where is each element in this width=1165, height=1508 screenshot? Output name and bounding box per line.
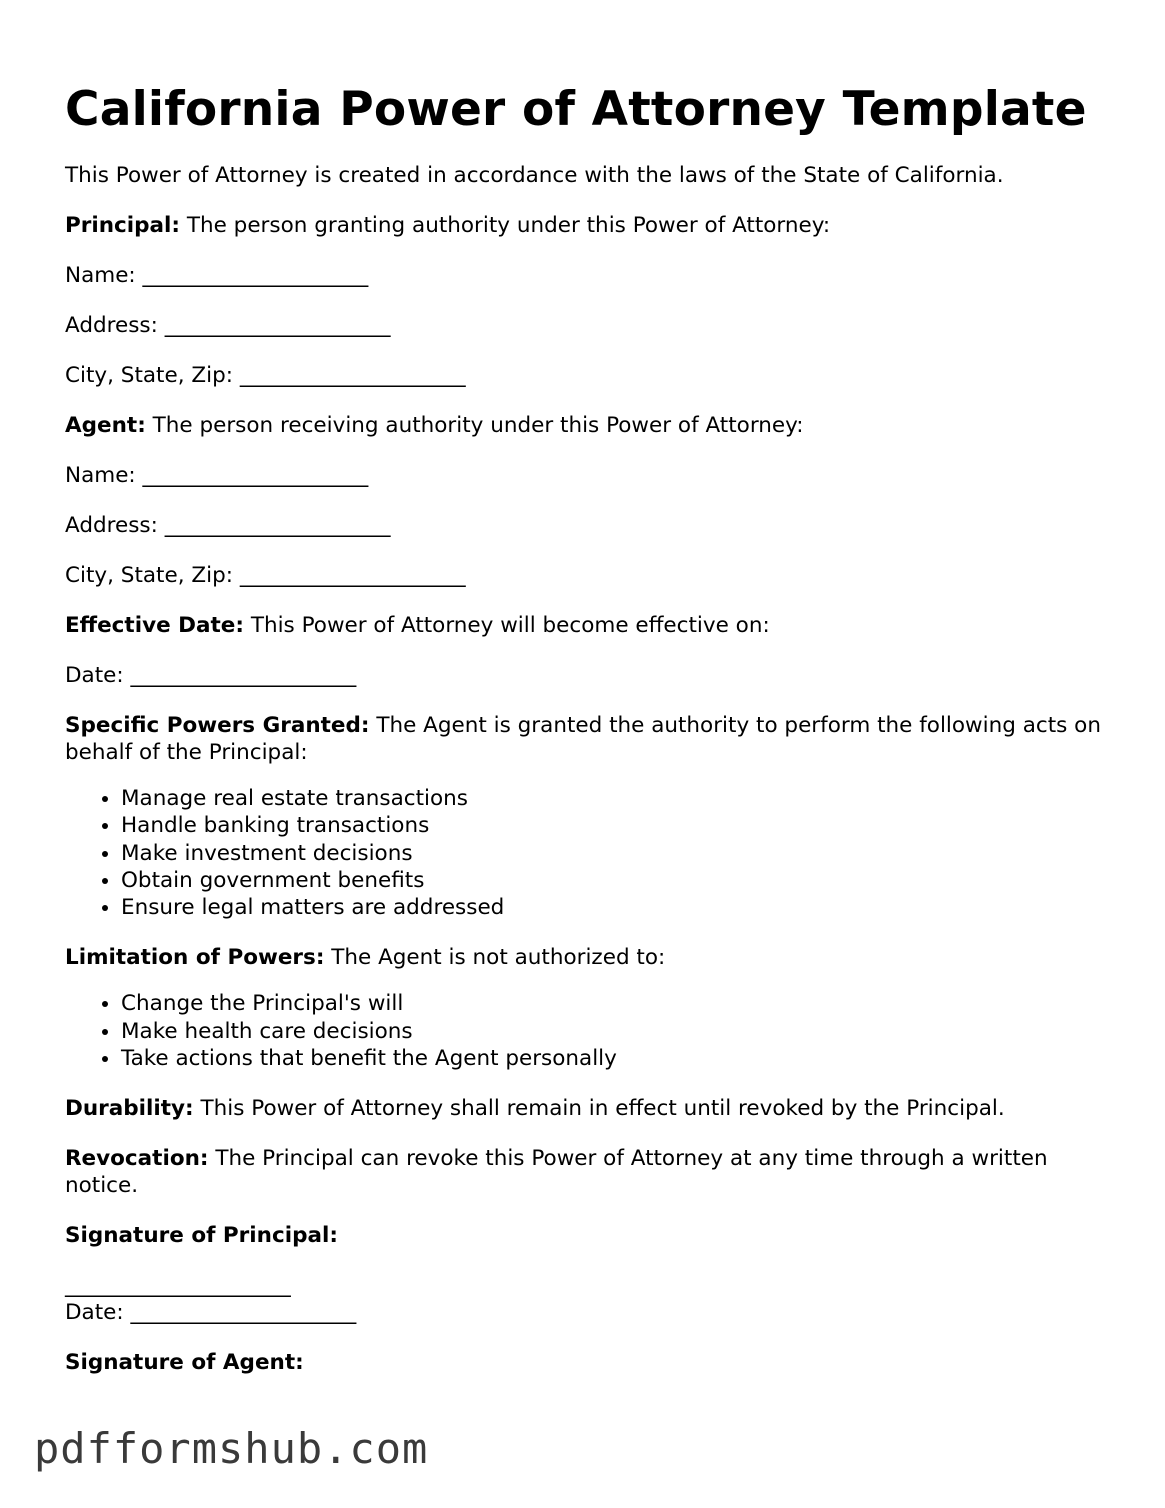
principal-city-field[interactable]: City, State, Zip: _____________________ bbox=[65, 363, 466, 388]
principal-signature-line[interactable]: _____________________ bbox=[65, 1273, 291, 1299]
principal-label: Principal: bbox=[65, 213, 181, 238]
intro-paragraph: This Power of Attorney is created in accordance with the laws of the State of California. bbox=[65, 163, 1004, 188]
list-item: • Make health care decisions bbox=[121, 1018, 1105, 1045]
agent-text: The person receiving authority under this Power of Attorney: bbox=[145, 413, 804, 438]
agent-name-field[interactable]: Name: _____________________ bbox=[65, 463, 369, 488]
limitations-heading bbox=[65, 944, 1105, 971]
principal-name-field[interactable]: Name: _____________________ bbox=[65, 263, 369, 288]
revocation-text: The Principal can revoke this Power of Attorney at any time through a written notice. bbox=[65, 1146, 1048, 1199]
durability-label: Durability: bbox=[65, 1096, 194, 1122]
list-item: • Handle banking transactions bbox=[121, 812, 1105, 839]
effective-date-text: This Power of Attorney will become effective on: bbox=[243, 613, 770, 638]
principal-signature-block bbox=[65, 1222, 1105, 1326]
principal-address-field[interactable]: Address: _____________________ bbox=[65, 313, 391, 338]
powers-heading bbox=[65, 712, 1105, 766]
watermark: pdfformshub.com bbox=[34, 1424, 429, 1473]
agent-label: Agent: bbox=[65, 413, 146, 438]
document-title: California Power of Attorney Template bbox=[65, 82, 1087, 137]
effective-date-label: Effective Date: bbox=[65, 613, 244, 638]
limitations-list bbox=[65, 990, 1105, 1072]
list-item: • Obtain government benefits bbox=[121, 867, 1105, 894]
durability-text: This Power of Attorney shall remain in effect until revoked by the Principal. bbox=[193, 1096, 1005, 1122]
principal-heading bbox=[65, 212, 1105, 239]
agent-address-field[interactable]: Address: _____________________ bbox=[65, 513, 391, 538]
effective-date-heading bbox=[65, 612, 1105, 639]
principal-text: The person granting authority under this Power of Attorney: bbox=[180, 213, 831, 238]
principal-signature-label: Signature of Principal: bbox=[65, 1223, 338, 1249]
effective-date-field[interactable]: Date: _____________________ bbox=[65, 663, 357, 688]
revocation-paragraph bbox=[65, 1145, 1105, 1199]
list-item: • Manage real estate transactions bbox=[121, 785, 1105, 812]
revocation-label: Revocation: bbox=[65, 1146, 209, 1172]
powers-text: The Agent is granted the authority to perform the following acts on behalf of the Principal: bbox=[65, 713, 1101, 765]
list-item: • Ensure legal matters are addressed bbox=[121, 894, 1105, 921]
list-item: • Make investment decisions bbox=[121, 840, 1105, 867]
list-item: • Take actions that benefit the Agent personally bbox=[121, 1045, 1105, 1072]
durability-paragraph bbox=[65, 1095, 1105, 1122]
limitations-label: Limitation of Powers: bbox=[65, 945, 325, 971]
agent-signature-label: Signature of Agent: bbox=[65, 1350, 304, 1376]
agent-heading bbox=[65, 412, 1105, 439]
list-item: • Change the Principal's will bbox=[121, 990, 1105, 1017]
document-page bbox=[65, 78, 1105, 1376]
powers-list bbox=[65, 785, 1105, 921]
agent-signature-heading bbox=[65, 1349, 1105, 1376]
agent-city-field[interactable]: City, State, Zip: _____________________ bbox=[65, 563, 466, 588]
limitations-text: The Agent is not authorized to: bbox=[324, 945, 666, 971]
powers-label: Specific Powers Granted: bbox=[65, 713, 370, 738]
principal-signature-date-field[interactable]: Date: _____________________ bbox=[65, 1300, 357, 1326]
